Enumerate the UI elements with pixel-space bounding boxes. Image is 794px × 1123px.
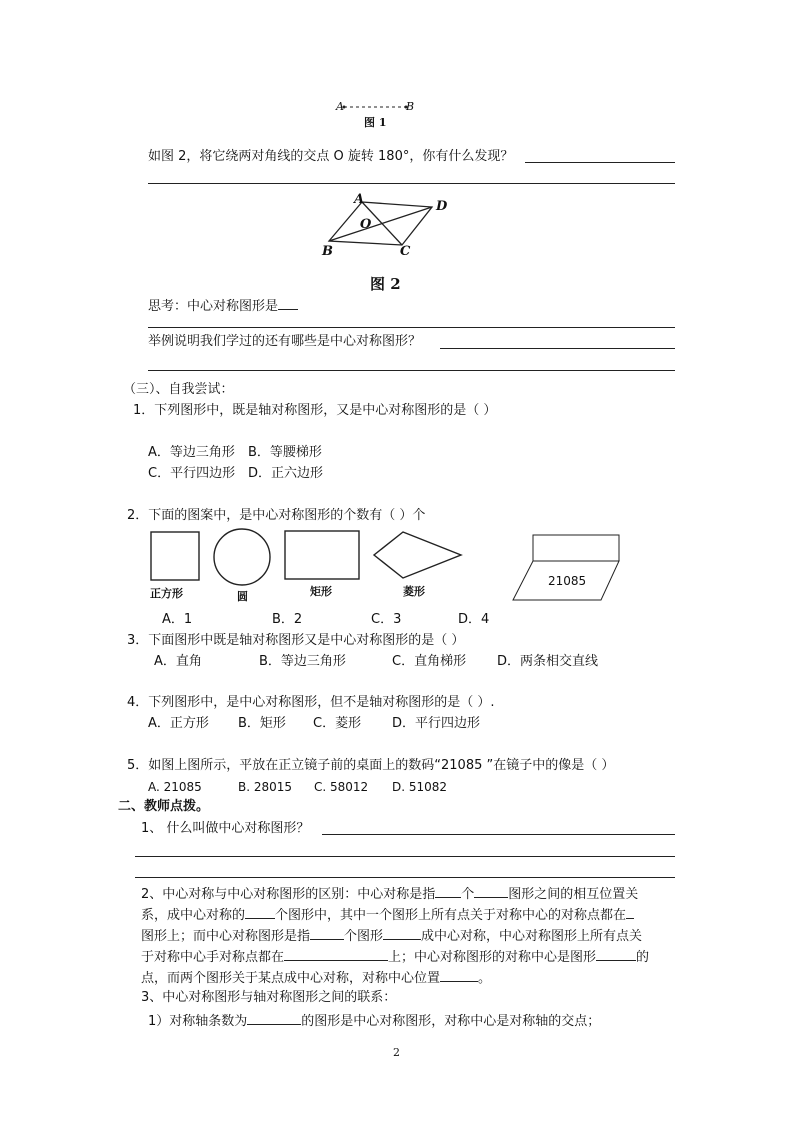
q2-option-c: C．3: [371, 612, 402, 627]
teacher-point-1: 1、 什么叫做中心对称图形？: [141, 821, 310, 836]
q1-option-c: C．平行四边形: [148, 466, 236, 481]
q1-option-b: B．等腰梯形: [248, 445, 322, 460]
q2-label-rectangle: 矩形: [310, 585, 332, 598]
section-teacher-title: 二、教师点拨。: [118, 799, 210, 814]
example-text: 举例说明我们学过的还有哪些是中心对称图形？: [148, 334, 422, 349]
q2-option-b: B．2: [272, 612, 303, 627]
answer-line: [148, 370, 675, 371]
teacher-point-2-line-3: 图形上；而中心对称图形是指 个图形 成中心对称，中心对称图形上所有点关: [141, 929, 643, 944]
q3-option-d: D．两条相交直线: [497, 654, 599, 669]
fig1-caption: 图 1: [364, 116, 387, 129]
answer-line: [525, 162, 675, 163]
answer-line: [135, 877, 675, 878]
answer-line: [148, 183, 675, 184]
fig2-label-c: C: [400, 244, 411, 259]
q3-option-c: C．直角梯形: [392, 654, 467, 669]
q2-shapes: [145, 526, 625, 606]
teacher-point-2-line-1: 2、中心对称与中心对称图形的区别：中心对称是指 个 图形之间的相互位置关: [141, 887, 639, 902]
q4-option-c: C．菱形: [313, 716, 362, 731]
teacher-point-3: 3、中心对称图形与轴对称图形之间的联系：: [141, 990, 397, 1005]
q-rotate-text: 如图 2，将它绕两对角线的交点 O 旋转 180°，你有什么发现？: [148, 149, 514, 164]
think-text: 思考：中心对称图形是: [148, 297, 298, 315]
q4-option-d: D．平行四边形: [392, 716, 481, 731]
teacher-point-2-line-2: 系，成中心对称的 个图形中，其中一个图形上所有点关于对称中心的对称点都在: [141, 906, 634, 924]
fig1-label-a: A: [336, 100, 344, 113]
q4-stem: 4．下列图形中，是中心对称图形，但不是轴对称图形的是（ ）.: [127, 695, 495, 710]
q3-option-a: A．直角: [154, 654, 202, 669]
page-number: 2: [393, 1046, 400, 1059]
q5-option-a: A. 21085: [148, 780, 202, 794]
q2-option-a: A．1: [162, 612, 193, 627]
q4-option-a: A．正方形: [148, 716, 209, 731]
fig2-label-d: D: [436, 199, 448, 214]
answer-line: [322, 834, 675, 835]
answer-line: [135, 856, 675, 857]
q5-option-c: C. 58012: [314, 780, 369, 794]
q2-label-rhombus: 菱形: [403, 585, 425, 598]
q2-label-circle: 圆: [237, 590, 248, 603]
q2-label-square: 正方形: [150, 587, 183, 600]
answer-line: [440, 348, 675, 349]
answer-line: [148, 327, 675, 328]
q1-option-a: A．等边三角形: [148, 445, 235, 460]
fig1-label-b: B: [406, 100, 415, 113]
q5-option-d: D. 51082: [392, 780, 448, 794]
fig2-label-b: B: [322, 244, 333, 259]
q5-option-b: B. 28015: [238, 780, 293, 794]
q1-stem: 1．下列图形中，既是轴对称图形，又是中心对称图形的是（ ）: [133, 403, 497, 418]
fig2-caption: 图 2: [370, 275, 401, 293]
q2-stem: 2．下面的图案中，是中心对称图形的个数有（ ）个: [127, 508, 426, 523]
fig2-label-a: A: [354, 192, 365, 207]
q3-option-b: B．等边三角形: [259, 654, 346, 669]
section-3-title: （三）、自我尝试：: [123, 382, 234, 397]
fig2-label-o: O: [360, 217, 372, 232]
q3-stem: 3．下面图形中既是轴对称图形又是中心对称图形的是（ ）: [127, 633, 465, 648]
q5-stem: 5．如图上图所示，平放在正立镜子前的桌面上的数码“21085 ”在镜子中的像是（ ）: [127, 758, 615, 773]
q1-option-d: D．正六边形: [248, 466, 324, 481]
q2-option-d: D．4: [458, 612, 490, 627]
q4-option-b: B．矩形: [238, 716, 286, 731]
teacher-point-2-line-4: 于对称中心手对称点都在 上；中心对称图形的对称中心是图形 的: [141, 950, 650, 965]
teacher-point-3-item-1: 1）对称轴条数为 的图形是中心对称图形，对称中心是对称轴的交点；: [148, 1014, 601, 1029]
q2-mirror-number: 21085: [548, 574, 587, 588]
teacher-point-2-line-5: 点，而两个图形关于某点成中心对称，对称中心位置 。: [141, 971, 492, 986]
